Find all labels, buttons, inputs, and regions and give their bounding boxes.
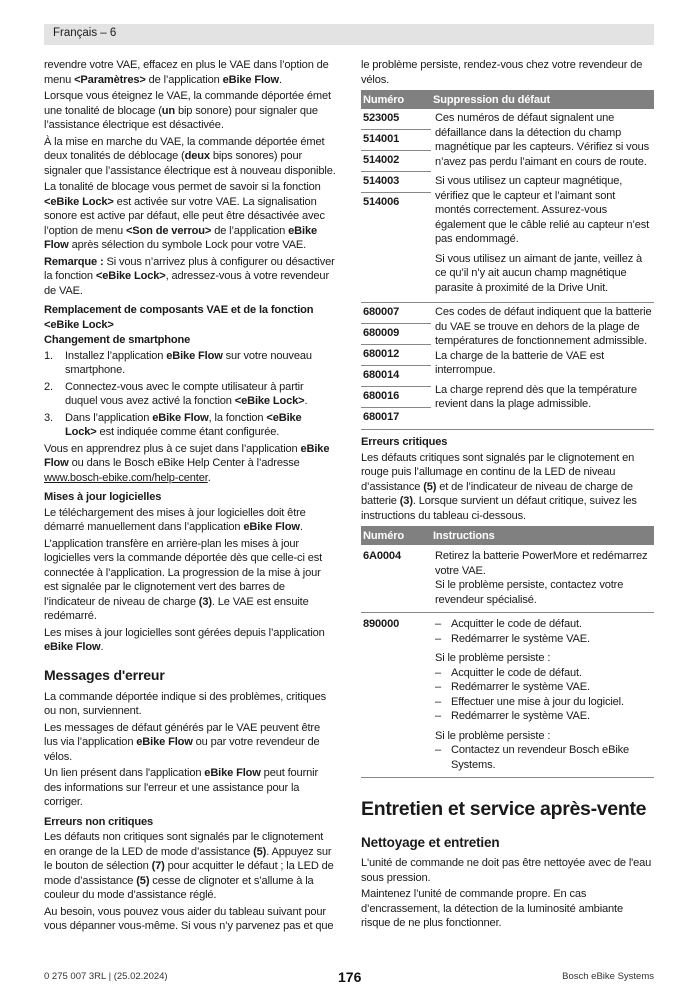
footer-brand: Bosch eBike Systems bbox=[562, 971, 654, 982]
error-code: 680016 bbox=[361, 387, 431, 408]
bold-text: eBike Flow bbox=[136, 736, 193, 748]
error-code: 680017 bbox=[363, 411, 400, 423]
error-code: 514001 bbox=[361, 130, 431, 151]
list-number: 2. bbox=[44, 380, 53, 393]
list-item: 1. Installez l’application eBike Flow sur votre nouveau smartphone. bbox=[44, 349, 312, 376]
list-number: 3. bbox=[44, 411, 53, 424]
error-code: 6A0004 bbox=[361, 545, 431, 613]
section-heading-errors: Messages d'erreur bbox=[44, 666, 165, 683]
paragraph: Les défauts critiques sont signalés par le clignotement en rouge puis l’allumage en continu de la LED de niveau d’assistance (5) et de l’indicateur de niveau de charge de batterie (3). Lorsque survient un défaut critique, suivez les instructions du tableau ci-dessous. bbox=[361, 451, 637, 522]
page-number: 176 bbox=[338, 969, 362, 985]
table-row bbox=[361, 613, 654, 778]
instruction-step: – Acquitter le code de défaut. bbox=[435, 666, 652, 681]
table-header-instructions: Instructions bbox=[431, 526, 654, 545]
instruction-text: Si le problème persiste, contactez votre revendeur spécialisé. bbox=[435, 579, 624, 606]
paragraph: Un lien présent dans l'application eBike Flow peut fournir des informations sur l'erreur et une assistance pour la corriger. bbox=[44, 767, 319, 808]
paragraph: La tonalité de blocage vous permet de savoir si la fonction <eBike Lock> est activée sur votre VAE. La signalisation sonore est active par défaut, elle peut être désactivée avec l’option de menu <Son de verrou> de l’application eBike Flow après sélection du symbole Lock pour votre VAE. bbox=[44, 181, 325, 251]
fix-text: Si vous utilisez un aimant de jante, veillez à ce qu’il n’y ait aucun champ magnétique parasite à proximité de la Drive Unit. bbox=[435, 252, 643, 294]
fix-text: La charge reprend dès que la température revient dans la plage admissible. bbox=[435, 383, 637, 410]
bold-text: eBike Flow bbox=[44, 442, 330, 469]
paragraph: La commande déportée indique si des problèmes, critiques ou non, surviennent. bbox=[44, 690, 327, 717]
error-code: 680012 bbox=[361, 345, 431, 366]
instruction-text: Retirez la batterie PowerMore et redémarrez votre VAE. bbox=[435, 550, 648, 577]
paragraph-help-center: Vous en apprendrez plus à ce sujet dans l’application eBike Flow ou dans le Bosch eBike Help Center à l’adresse www.bosch-ebike.com/help-center. bbox=[44, 442, 330, 484]
bold-text: (5) bbox=[136, 874, 150, 887]
error-code: 514002 bbox=[361, 151, 431, 172]
table-row bbox=[361, 303, 654, 430]
bold-text: eBike Flow bbox=[152, 411, 209, 424]
instruction-step: – Acquitter le code de défaut. bbox=[435, 617, 652, 632]
paragraph: Les messages de défaut générés par le VAE peuvent être lus via l’application eBike Flow ou par votre revendeur de vélos. bbox=[44, 721, 320, 763]
list-item: 2. Connectez-vous avec le compte utilisateur à partir duquel vous avez activé la fonction <eBike Lock>. bbox=[44, 380, 308, 407]
bold-text: (3) bbox=[399, 495, 413, 507]
fix-text: Si vous utilisez un capteur magnétique, vérifiez que le capteur et l’aimant sont montés correctement. Assurez-vous également que le câble relié au capteur n’est pas endommagé. bbox=[435, 175, 650, 245]
table-header-number: Numéro bbox=[361, 526, 431, 545]
remark-paragraph: Remarque : Si vous n’arrivez plus à configurer ou désactiver la fonction <eBike Lock>, adressez-vous à votre revendeur de VAE. bbox=[44, 255, 335, 297]
error-code: 680009 bbox=[361, 324, 431, 345]
error-code: 514006 bbox=[363, 196, 400, 208]
bold-text: deux bbox=[184, 150, 210, 162]
instruction-step: – Redémarrer le système VAE. bbox=[435, 709, 652, 724]
instruction-step: – Contactez un revendeur Bosch eBike Systems. bbox=[435, 743, 652, 772]
instruction-step: – Effectuer une mise à jour du logiciel. bbox=[435, 695, 652, 710]
footer-doc-id: 0 275 007 3RL | (25.02.2024) bbox=[44, 971, 168, 982]
left-column bbox=[44, 58, 336, 936]
bold-text: (5) bbox=[423, 480, 437, 493]
subheading-cleaning: Nettoyage et entretien bbox=[361, 835, 500, 850]
paragraph: Les défauts non critiques sont signalés par le clignotement en orange de la LED de mode d’assistance (5). Appuyez sur le bouton de sélection (7) pour acquitter le défaut ; la LED de mode d’assistance (5) cesse de clignoter et s’allume à la couleur du mode d’assistance réglé. bbox=[44, 831, 334, 901]
subheading-replacement: Remplacement de composants VAE et de la fonction <eBike Lock> bbox=[44, 304, 314, 331]
paragraph: Lorsque vous éteignez le VAE, la commande déportée émet une tonalité de blocage (un bip sonore) pour signaler que l’assistance électrique est désactivée. bbox=[44, 90, 331, 131]
bold-text: Remarque : bbox=[44, 255, 104, 268]
bold-text: un bbox=[161, 104, 176, 117]
help-center-link[interactable]: www.bosch-ebike.com/help-center bbox=[44, 471, 208, 484]
subheading-updates: Mises à jour logicielles bbox=[44, 491, 162, 503]
paragraph: Les mises à jour logicielles sont gérées depuis l’application eBike Flow. bbox=[44, 626, 325, 653]
noncritical-error-table bbox=[361, 90, 654, 430]
fix-text: Ces codes de défaut indiquent que la batterie du VAE se trouve en dehors de la plage de températures de fonctionnement admissible. La charge de la batterie de VAE est interrompue. bbox=[435, 306, 652, 376]
paragraph: À la mise en marche du VAE, la commande déportée émet deux tonalités de déblocage (deux bips sonores) pour signaler que l’assistance électrique est à nouveau disponible. bbox=[44, 135, 336, 177]
table-row bbox=[361, 109, 654, 303]
subheading-noncritical: Erreurs non critiques bbox=[44, 815, 154, 828]
bold-text: <eBike Lock> bbox=[95, 270, 166, 282]
bold-text: (3) bbox=[198, 595, 212, 608]
error-code: 680014 bbox=[361, 366, 431, 387]
instruction-step: – Redémarrer le système VAE. bbox=[435, 632, 652, 647]
paragraph: le problème persiste, rendez-vous chez votre revendeur de vélos. bbox=[361, 59, 643, 86]
bold-text: <Paramètres> bbox=[74, 73, 146, 86]
page-header bbox=[44, 24, 654, 45]
paragraph: Au besoin, vous pouvez vous aider du tableau suivant pour vous dépanner vous-même. Si vous n’y parvenez pas et que bbox=[44, 905, 334, 932]
table-row bbox=[361, 545, 654, 613]
bold-text: (7) bbox=[151, 860, 165, 872]
steps-list bbox=[44, 349, 336, 440]
instruction-step: – Redémarrer le système VAE. bbox=[435, 680, 652, 695]
subheading-smartphone: Changement de smartphone bbox=[44, 334, 191, 346]
critical-error-table bbox=[361, 526, 654, 778]
error-code: 890000 bbox=[361, 613, 431, 778]
bold-text: <eBike Lock> bbox=[234, 395, 305, 407]
bold-text: <eBike Lock> bbox=[65, 411, 302, 438]
list-number: 1. bbox=[44, 349, 53, 362]
paragraph: revendre votre VAE, effacez en plus le VAE dans l’option de menu <Paramètres> de l’application eBike Flow. bbox=[44, 59, 329, 86]
bold-text: (5) bbox=[253, 845, 267, 858]
error-code: 523005 bbox=[361, 109, 431, 130]
paragraph: L'unité de commande ne doit pas être nettoyée avec de l'eau sous pression. bbox=[361, 857, 652, 884]
table-header-fix: Suppression du défaut bbox=[431, 90, 654, 109]
paragraph: Maintenez l’unité de commande propre. En cas d’encrassement, la détection de la luminosité ambiante risque de ne plus fonctionner. bbox=[361, 888, 624, 929]
section-heading-service: Entretien et service après-vente bbox=[361, 798, 647, 820]
list-item: 3. Dans l’application eBike Flow, la fonction <eBike Lock> est indiquée comme étant configurée. bbox=[44, 411, 302, 438]
table-header-number: Numéro bbox=[361, 90, 431, 109]
bold-text: eBike Flow bbox=[44, 224, 317, 251]
paragraph: L’application transfère en arrière-plan les mises à jour logicielles vers la commande déportée dès que celle-ci est connectée à l’application. La progression de la mise à jour est signalée par le clignotement vert des barres de l’indicateur de niveau de charge (3). Le VAE est ensuite redémarré. bbox=[44, 537, 323, 622]
paragraph: Le téléchargement des mises à jour logicielles doit être démarré manuellement dans l’application eBike Flow. bbox=[44, 506, 306, 533]
error-code: 680007 bbox=[361, 303, 431, 324]
instruction-text: Si le problème persiste : bbox=[435, 729, 551, 742]
bold-text: <Son de verrou> bbox=[125, 224, 212, 237]
instruction-text: Si le problème persiste : bbox=[435, 652, 551, 664]
bold-text: eBike Flow bbox=[44, 641, 101, 653]
subheading-critical: Erreurs critiques bbox=[361, 436, 448, 448]
bold-text: eBike Flow bbox=[222, 73, 280, 86]
bold-text: eBike Flow bbox=[243, 521, 300, 533]
bold-text: <eBike Lock> bbox=[44, 195, 114, 208]
right-column bbox=[361, 58, 654, 933]
bold-text: eBike Flow bbox=[204, 767, 261, 779]
error-code: 514003 bbox=[361, 172, 431, 193]
fix-text: Ces numéros de défaut signalent une défaillance dans la détection du champ magnétique par les capteurs. Vérifiez si vous n’avez pas perdu l’aimant en cours de route. bbox=[435, 112, 650, 168]
header-title: Français – 6 bbox=[53, 27, 117, 39]
bold-text: eBike Flow bbox=[166, 349, 223, 362]
